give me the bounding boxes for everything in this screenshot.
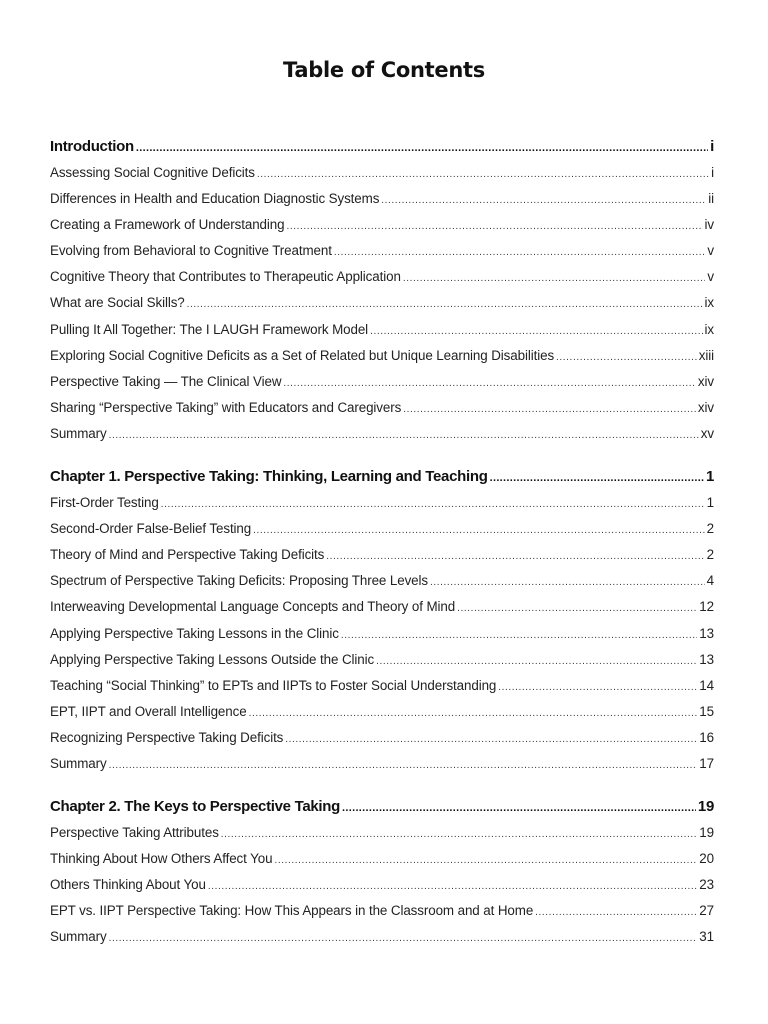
dot-leader xyxy=(403,266,706,292)
toc-page-number: xv xyxy=(700,425,714,441)
toc-entry-label: Perspective Taking — The Clinical View xyxy=(50,373,282,389)
dot-leader xyxy=(457,596,697,622)
toc-entry-label: Evolving from Behavioral to Cognitive Treatment xyxy=(50,243,332,259)
toc-entry[interactable] xyxy=(50,751,714,777)
dot-leader xyxy=(342,795,696,821)
dot-leader xyxy=(490,465,704,491)
toc-entry[interactable] xyxy=(50,898,714,924)
toc-heading-label: Introduction xyxy=(50,138,134,155)
dot-leader xyxy=(334,240,706,266)
toc-entry-label: Summary xyxy=(50,425,107,441)
dot-leader xyxy=(285,727,697,753)
toc-entry[interactable] xyxy=(50,699,714,725)
toc-entry[interactable] xyxy=(50,725,714,751)
toc-entry-label: Theory of Mind and Perspective Taking Deficits xyxy=(50,547,325,563)
toc-heading[interactable] xyxy=(50,794,714,820)
toc-entry[interactable] xyxy=(50,846,714,872)
dot-leader xyxy=(187,292,703,318)
toc-entry[interactable] xyxy=(50,238,714,264)
dot-leader xyxy=(109,926,698,952)
toc-page-number: ix xyxy=(704,321,714,337)
toc-page-number: 12 xyxy=(699,599,714,615)
toc-entry[interactable] xyxy=(50,490,714,516)
dot-leader xyxy=(257,162,709,188)
toc-entry[interactable] xyxy=(50,872,714,898)
toc-page-number: xiii xyxy=(698,347,714,363)
toc-page-number: 4 xyxy=(706,573,714,589)
dot-leader xyxy=(249,701,698,727)
toc-page-number: 15 xyxy=(699,703,714,719)
dot-leader xyxy=(136,135,708,161)
dot-leader xyxy=(381,188,706,214)
toc-entry-label: Interweaving Developmental Language Concepts and Theory of Mind xyxy=(50,599,456,615)
dot-leader xyxy=(376,649,697,675)
toc-entry[interactable] xyxy=(50,264,714,290)
dot-leader xyxy=(498,675,697,701)
toc-section-chapter-2 xyxy=(50,794,714,950)
toc-entry[interactable] xyxy=(50,647,714,673)
dot-leader xyxy=(274,848,697,874)
toc-page-number: ii xyxy=(708,191,714,207)
toc-entry[interactable] xyxy=(50,212,714,238)
toc-entry[interactable] xyxy=(50,369,714,395)
toc-entry[interactable] xyxy=(50,542,714,568)
toc-entry-label: Creating a Framework of Understanding xyxy=(50,217,285,233)
toc-entry[interactable] xyxy=(50,568,714,594)
dot-leader xyxy=(253,518,705,544)
toc-entry-label: Others Thinking About You xyxy=(50,877,206,893)
toc-entry[interactable] xyxy=(50,395,714,421)
toc-entry-label: Applying Perspective Taking Lessons Outside the Clinic xyxy=(50,651,375,667)
dot-leader xyxy=(341,623,697,649)
dot-leader xyxy=(109,753,698,779)
toc-page-number: 20 xyxy=(699,851,714,867)
toc-entry-label: Exploring Social Cognitive Deficits as a Set of Related but Unique Learning Disabilities xyxy=(50,347,555,363)
toc-entry[interactable] xyxy=(50,516,714,542)
toc-page-number: ix xyxy=(704,295,714,311)
page-title: Table of Contents xyxy=(283,58,485,82)
toc-page-number: 13 xyxy=(699,651,714,667)
toc-entry-label: Teaching “Social Thinking” to EPTs and IIPTs to Foster Social Understanding xyxy=(50,677,497,693)
dot-leader xyxy=(370,319,702,345)
toc-heading[interactable] xyxy=(50,464,714,490)
dot-leader xyxy=(109,423,699,449)
toc-page-number: 23 xyxy=(699,877,714,893)
toc-page-number: 19 xyxy=(697,798,714,816)
dot-leader xyxy=(326,544,704,570)
toc-section-chapter-1 xyxy=(50,464,714,777)
toc-page-number: i xyxy=(710,138,714,155)
toc-entry[interactable] xyxy=(50,343,714,369)
toc-entry-label: Pulling It All Together: The I LAUGH Framework Model xyxy=(50,321,369,337)
toc-entry-label: Differences in Health and Education Diagnostic Systems xyxy=(50,191,380,207)
dot-leader xyxy=(208,874,697,900)
dot-leader xyxy=(535,900,697,926)
toc-entry-label: EPT, IIPT and Overall Intelligence xyxy=(50,703,247,719)
toc-entry[interactable] xyxy=(50,317,714,343)
toc-entry-label: Spectrum of Perspective Taking Deficits: Proposing Three Levels xyxy=(50,573,428,589)
toc-page-number: 2 xyxy=(706,521,714,537)
dot-leader xyxy=(430,570,705,596)
toc-entry[interactable] xyxy=(50,160,714,186)
toc-entry-label: First-Order Testing xyxy=(50,495,159,511)
dot-leader xyxy=(556,345,697,371)
toc-page-number: i xyxy=(711,165,714,180)
dot-leader xyxy=(161,492,705,518)
toc-entry[interactable] xyxy=(50,186,714,212)
toc-heading-label: Chapter 2. The Keys to Perspective Taking xyxy=(50,798,341,816)
toc-page-number: 2 xyxy=(706,547,714,563)
toc-page-number: 13 xyxy=(699,625,714,641)
toc-entry[interactable] xyxy=(50,621,714,647)
toc-entry[interactable] xyxy=(50,421,714,447)
toc-page-number: 17 xyxy=(699,755,714,771)
toc-page-number: 19 xyxy=(699,825,714,841)
toc-entry[interactable] xyxy=(50,290,714,316)
toc-entry[interactable] xyxy=(50,820,714,846)
toc-page-number: 14 xyxy=(699,677,714,693)
toc-entry-label: What are Social Skills? xyxy=(50,295,185,311)
toc-entry-label: Perspective Taking Attributes xyxy=(50,825,219,841)
dot-leader xyxy=(283,371,696,397)
toc-entry[interactable] xyxy=(50,673,714,699)
toc-page-number: v xyxy=(707,269,714,285)
toc-entry-label: Cognitive Theory that Contributes to Therapeutic Application xyxy=(50,269,401,285)
dot-leader xyxy=(286,214,702,240)
toc-entry-label: Assessing Social Cognitive Deficits xyxy=(50,165,255,180)
table-of-contents xyxy=(50,134,714,951)
toc-heading[interactable] xyxy=(50,134,714,160)
toc-heading-label: Chapter 1. Perspective Taking: Thinking, Learning and Teaching xyxy=(50,468,488,486)
dot-leader xyxy=(403,397,696,423)
toc-page-number: 27 xyxy=(699,903,714,919)
toc-entry-label: Second-Order False-Belief Testing xyxy=(50,521,252,537)
toc-page-number: 31 xyxy=(699,929,714,945)
toc-entry-label: Summary xyxy=(50,755,107,771)
toc-page-number: 1 xyxy=(706,495,714,511)
toc-entry[interactable] xyxy=(50,594,714,620)
toc-page-number: 16 xyxy=(699,729,714,745)
toc-entry-label: EPT vs. IIPT Perspective Taking: How This Appears in the Classroom and at Home xyxy=(50,903,534,919)
toc-page-number: v xyxy=(707,243,714,259)
toc-entry-label: Thinking About How Others Affect You xyxy=(50,851,273,867)
toc-page-number: 1 xyxy=(705,468,714,486)
toc-entry-label: Summary xyxy=(50,929,107,945)
toc-entry-label: Applying Perspective Taking Lessons in the Clinic xyxy=(50,625,339,641)
dot-leader xyxy=(221,822,698,848)
toc-entry-label: Recognizing Perspective Taking Deficits xyxy=(50,729,284,745)
toc-entry[interactable] xyxy=(50,924,714,950)
toc-entry-label: Sharing “Perspective Taking” with Educators and Caregivers xyxy=(50,399,402,415)
toc-page-number: xiv xyxy=(697,399,714,415)
toc-page-number: xiv xyxy=(697,373,714,389)
toc-page-number: iv xyxy=(704,217,714,233)
toc-section-introduction xyxy=(50,134,714,447)
